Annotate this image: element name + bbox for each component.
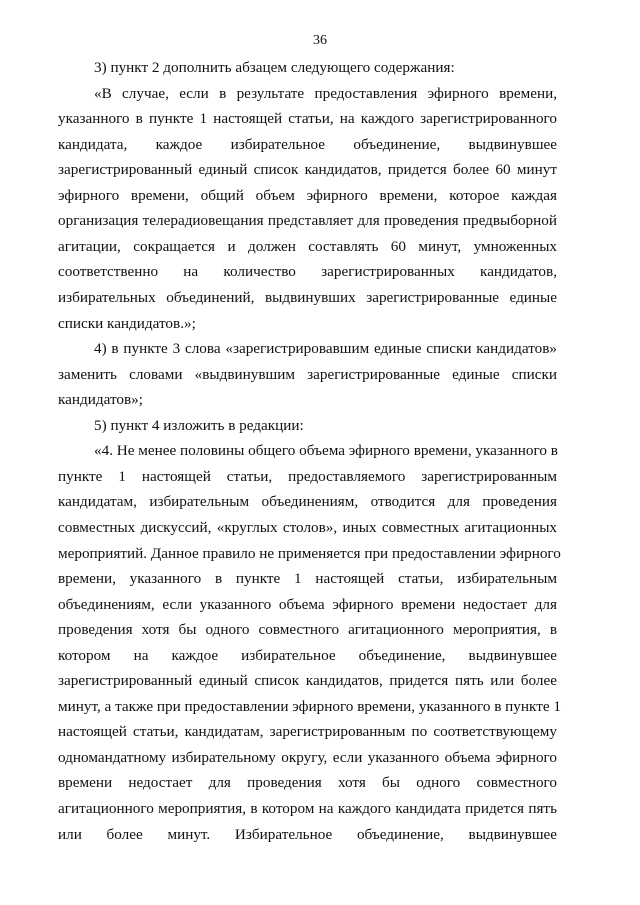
text-line: «4. Не менее половины общего объема эфирного времени, указанного в: [94, 442, 558, 460]
text-line: проведения хотя бы одного совместного агитационного мероприятия, в: [58, 621, 557, 639]
text-line: или более минут. Избирательное объединение, выдвинувшее: [58, 825, 557, 843]
text-line: настоящей статьи, кандидатам, зарегистрированным по соответствующему: [58, 723, 557, 741]
text-line: зарегистрированный единый список кандидатов, придется пять или более: [58, 672, 557, 690]
text-line: заменить словами «выдвинувшим зарегистрированные единые списки: [58, 365, 557, 383]
text-line: зарегистрированный единый список кандидатов, придется более 60 минут: [58, 161, 557, 179]
text-line: 3) пункт 2 дополнить абзацем следующего содержания:: [94, 59, 455, 76]
text-line: пункте 1 настоящей статьи, предоставляемого зарегистрированным: [58, 467, 557, 485]
text-line: кандидатов»;: [58, 391, 143, 409]
text-line: времени недостает для проведения хотя бы одного совместного: [58, 774, 557, 792]
text-line: эфирного времени, общий объем эфирного времени, которое каждая: [58, 186, 557, 204]
text-line: соответственно на количество зарегистрированных кандидатов,: [58, 263, 557, 281]
text-line: 4) в пункте 3 слова «зарегистрировавшим единые списки кандидатов»: [94, 340, 557, 358]
text-line: объединениям, если указанного объема эфирного времени недостает для: [58, 595, 557, 613]
text-line: совместных дискуссий, «круглых столов», иных совместных агитационных: [58, 518, 557, 536]
text-line: агитационного мероприятия, в котором на каждого кандидата придется пять: [58, 800, 557, 817]
text-line: кандидатам, избирательным объединениям, отводится для проведения: [58, 493, 557, 511]
text-line: избирательных объединений, выдвинувших зарегистрированные единые: [58, 289, 557, 306]
text-line: котором на каждое избирательное объединение, выдвинувшее: [58, 646, 557, 664]
text-line: организация телерадиовещания представляет для проведения предвыборной: [58, 212, 557, 230]
page-number: 36: [313, 33, 327, 48]
text-line: одномандатному избирательному округу, если указанного объема эфирного: [58, 748, 557, 766]
text-line: указанного в пункте 1 настоящей статьи, на каждого зарегистрированного: [58, 110, 557, 128]
text-line: минут, а также при предоставлении эфирного времени, указанного в пункте 1: [58, 697, 561, 715]
text-line: мероприятий. Данное правило не применяется при предоставлении эфирного: [58, 544, 561, 562]
text-line: агитации, сокращается и должен составлять 60 минут, умноженных: [58, 237, 557, 255]
text-line: времени, указанного в пункте 1 настоящей статьи, избирательным: [58, 570, 557, 587]
text-line: «В случае, если в результате предоставления эфирного времени,: [94, 84, 557, 102]
text-line: списки кандидатов.»;: [58, 314, 196, 332]
text-line: 5) пункт 4 изложить в редакции:: [94, 416, 304, 434]
text-line: кандидата, каждое избирательное объединение, выдвинувшее: [58, 135, 557, 153]
